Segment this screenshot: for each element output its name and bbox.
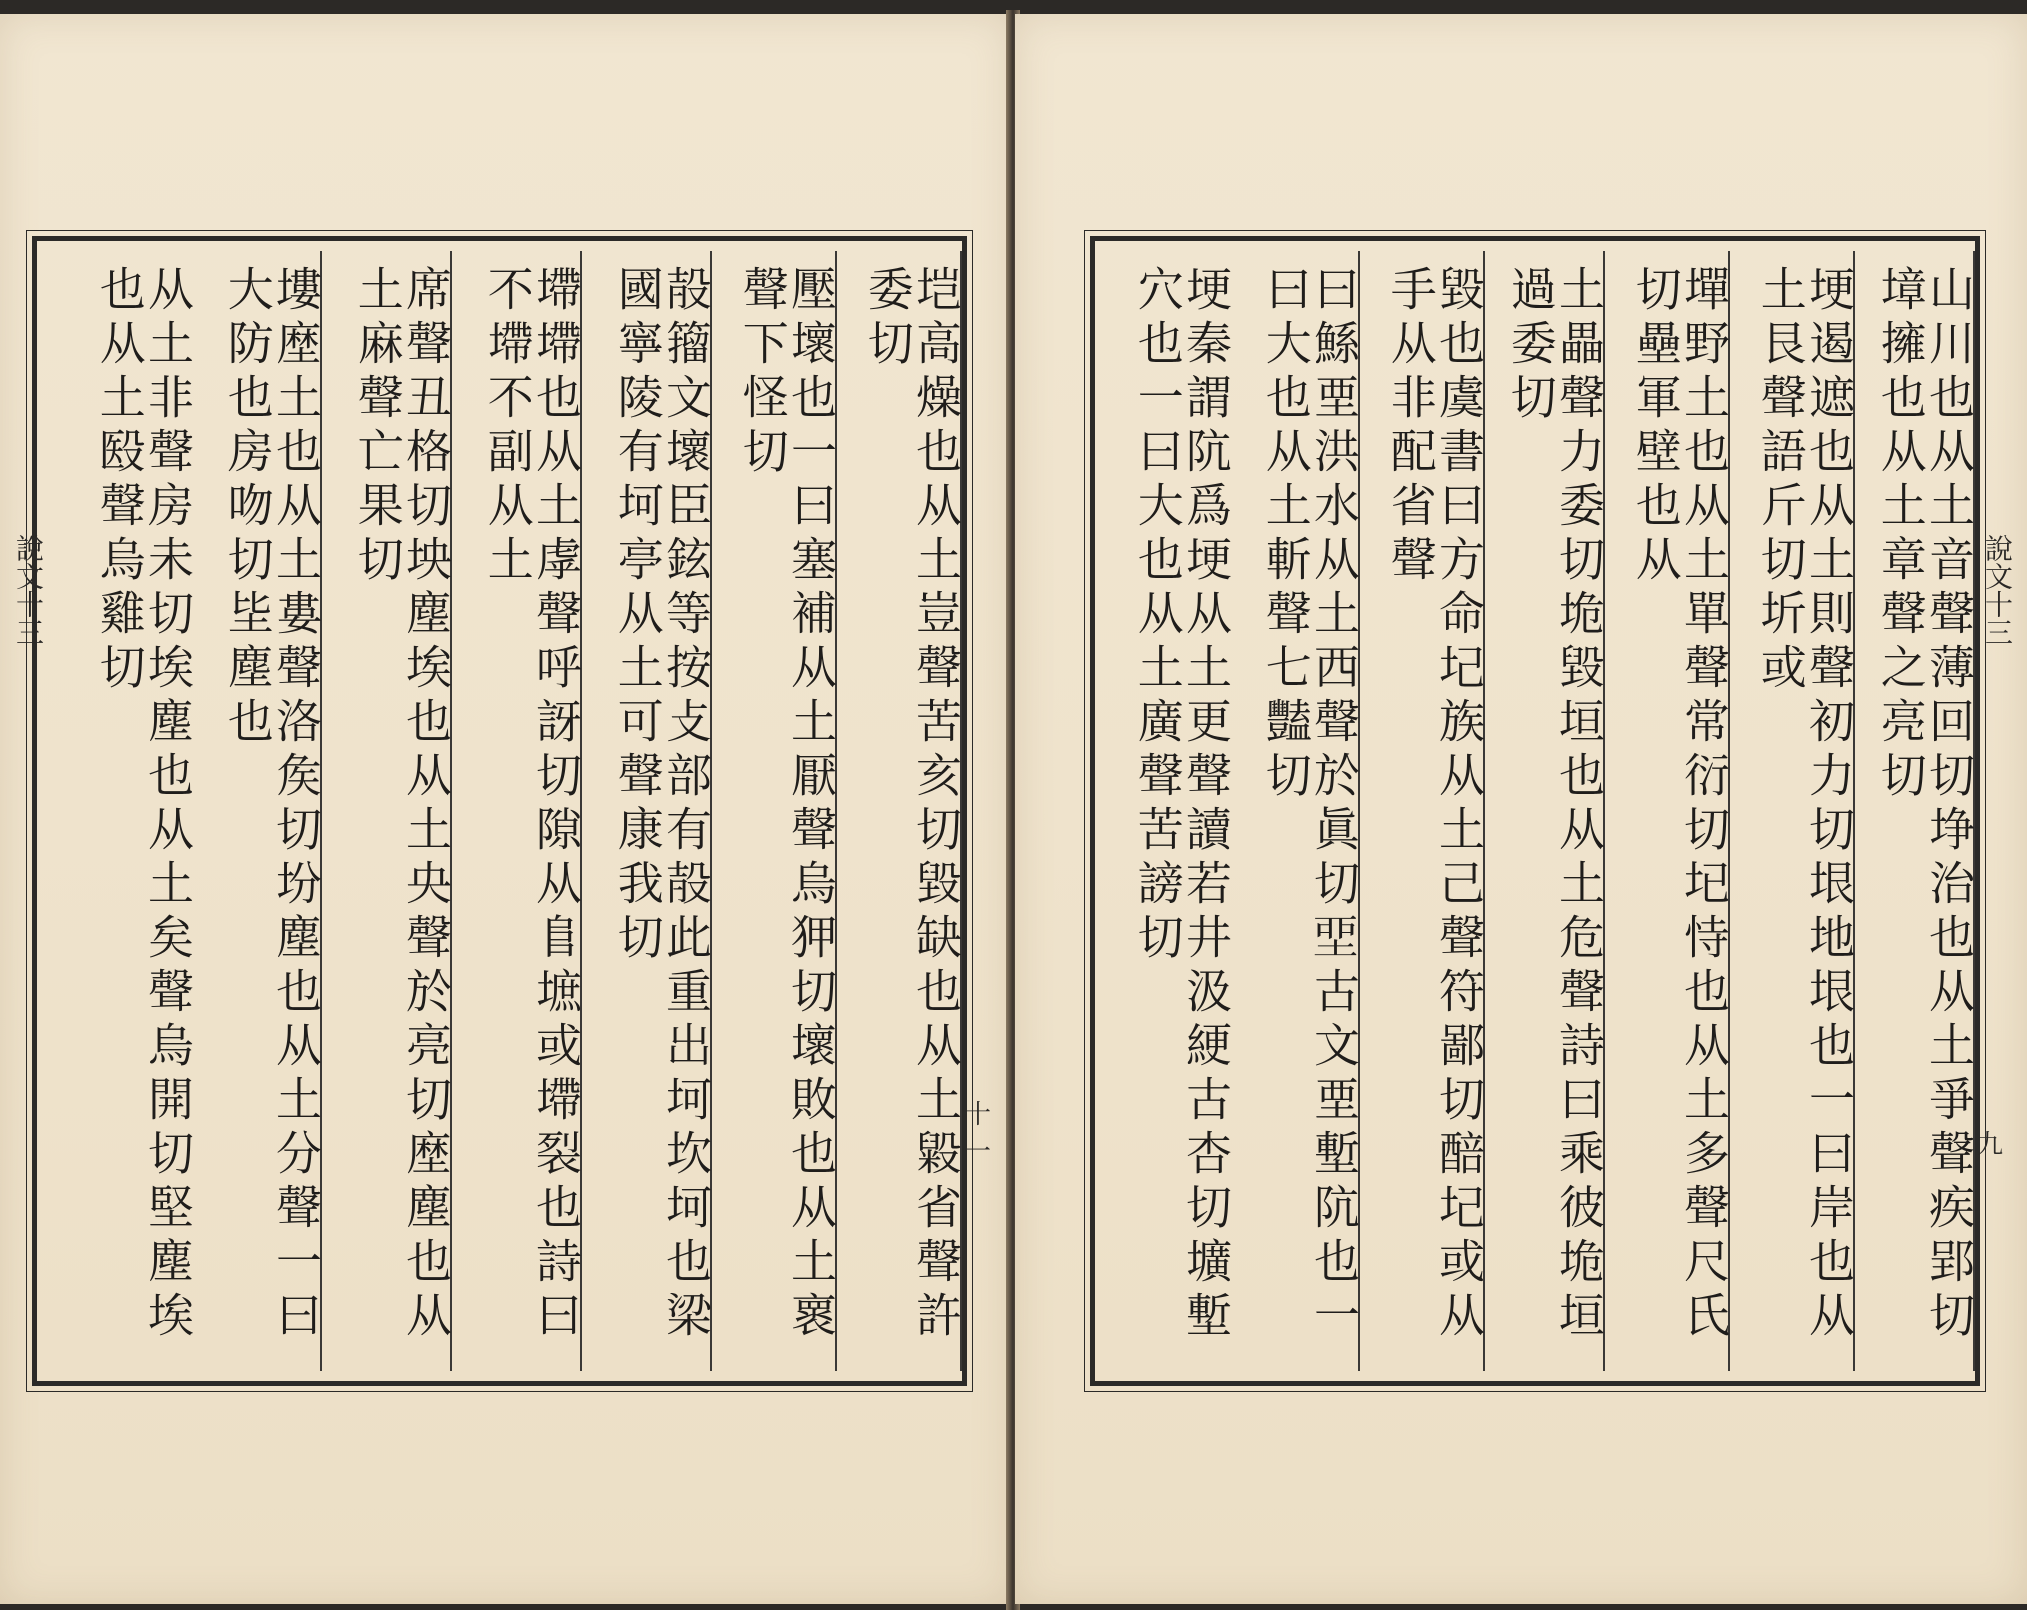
left-column-6: [195, 251, 322, 1371]
left-column-3-text: 㱿籀文壞臣鉉等按攴部有㱿此重出坷坎坷也梁國寧陵有坷亭从土可聲康我切: [610, 265, 713, 1345]
left-column-2-text: 壓壞也一曰塞補从土厭聲烏狎切壞敗也从土褱聲下怪切: [735, 265, 838, 1345]
right-column-3: [1608, 251, 1730, 1371]
right-column-4: [1488, 251, 1605, 1371]
right-column-6-text: 曰鯀垔洪水从土西聲於眞切𡋲古文垔塹阬也一曰大也从土斬聲七豔切: [1258, 265, 1361, 1345]
right-column-7: [1110, 251, 1233, 1371]
right-spine-label: 說文十三: [1981, 534, 2014, 646]
right-column-1-text: 山川也从土音聲薄回切埩治也从土爭聲疾郢切墇擁也从土章聲之亮切: [1873, 265, 1976, 1345]
right-column-4-text: 土畾聲力委切垝毀垣也从土危聲詩曰乘彼垝垣過委切: [1503, 265, 1606, 1345]
right-column-7-text: 埂秦謂阬爲埂从土更聲讀若井汲綆古杏切壙塹穴也一曰大也从土廣聲苦謗切: [1130, 265, 1233, 1345]
right-text-frame: [1090, 236, 1980, 1386]
left-column-3: [585, 251, 712, 1371]
left-column-7: [52, 251, 195, 1371]
left-column-4-text: 墆墆也从土虖聲呼訝切隙从𨸏墌或墆裂也詩曰不墆不副从土: [480, 265, 583, 1345]
right-column-5: [1363, 251, 1485, 1371]
left-column-6-text: 塿塺土也从土婁聲洛矦切坋塵也从土分聲一曰大防也房吻切坒塵也: [220, 265, 323, 1345]
left-column-5: [325, 251, 452, 1371]
left-column-1: [840, 251, 962, 1371]
right-column-2-text: 埂遏遮也从土則聲初力切垠地垠也一曰岸也从土艮聲語斤切圻或: [1753, 265, 1856, 1345]
right-column-6: [1233, 251, 1360, 1371]
left-column-7-text: 从土非聲房未切埃塵也从土矣聲烏開切堅塵埃也从土殹聲烏雞切: [92, 265, 195, 1345]
right-column-3-text: 墠野土也从土單聲常衍切𡉏恃也从土多聲尺氏切壘軍壁也从: [1628, 265, 1731, 1345]
right-column-1: [1858, 251, 1975, 1371]
left-folio: 十一: [965, 1100, 992, 1167]
left-column-1-text: 垲高燥也从土豈聲苦亥切毀缺也从土毇省聲許委切: [860, 265, 963, 1345]
right-folio: 九: [1977, 1130, 2004, 1160]
right-page: [1015, 14, 2027, 1604]
right-column-2: [1733, 251, 1855, 1371]
left-text-frame: [32, 236, 967, 1386]
left-page: [0, 14, 1010, 1604]
left-column-5-text: 席聲丑格切坱塵埃也从土央聲於亮切塺塵也从土麻聲亡果切: [350, 265, 453, 1345]
left-column-4: [455, 251, 582, 1371]
left-column-2: [715, 251, 837, 1371]
right-column-5-text: 毀也虞書曰方命圮族从土己聲符鄙切醅圮或从手从非配省聲: [1383, 265, 1486, 1345]
left-spine-label: 說文十三: [12, 534, 45, 646]
